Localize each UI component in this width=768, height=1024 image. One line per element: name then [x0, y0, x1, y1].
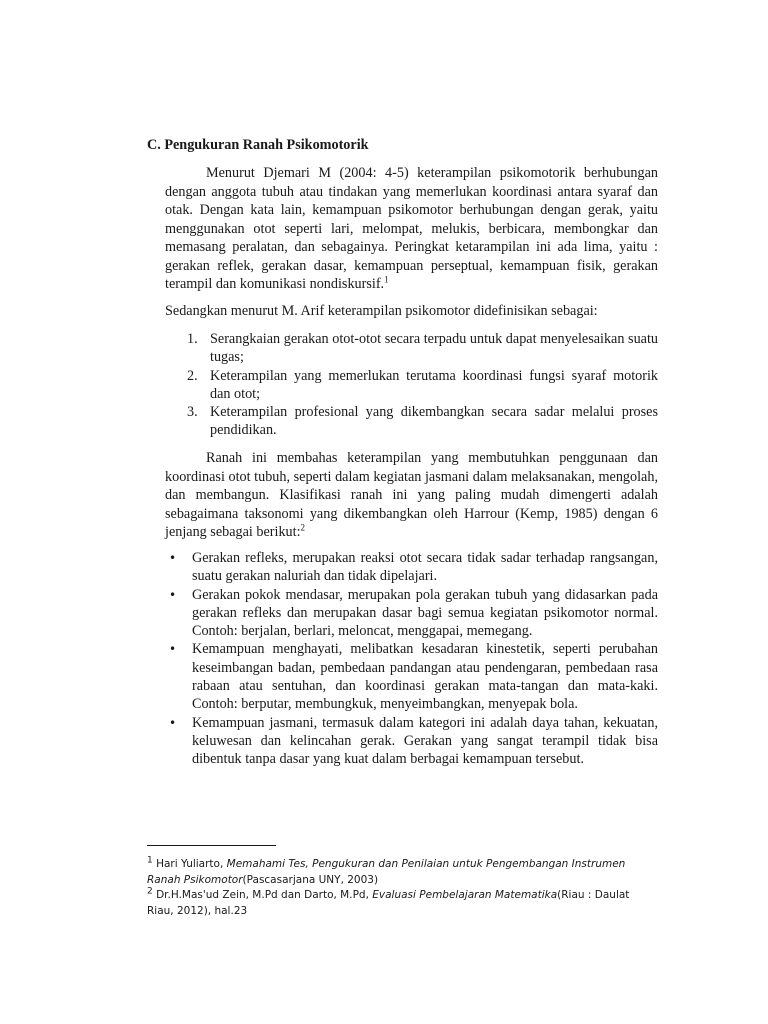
footnote-title: Evaluasi Pembelajaran Matematika [372, 889, 558, 901]
footnote-publisher: (Riau : Daulat Riau, 2012), hal.23 [147, 889, 630, 917]
list-item-text: Keterampilan profesional yang dikembangkan secara sadar melalui proses pendidikan. [210, 404, 658, 439]
footnote-author: Dr.H.Mas'ud Zein, M.Pd dan Darto, M.Pd, [156, 889, 373, 901]
footnote-2 [147, 888, 647, 919]
bullet-icon: • [169, 715, 177, 730]
list-number: 3. [187, 404, 198, 421]
bullet-list [165, 549, 658, 769]
footnote-1 [147, 857, 647, 888]
paragraph-ranah [165, 449, 658, 542]
footnote-ref[interactable]: 2 [300, 522, 306, 533]
footnote-separator [147, 845, 276, 846]
list-item [165, 640, 658, 713]
list-item [165, 330, 658, 367]
footnote-ref[interactable]: 1 [384, 274, 389, 285]
list-item-text: Kemampuan jasmani, termasuk dalam kategori ini adalah daya tahan, kekuatan, keluwesan dan kelincahan gerak. Gerakan yang sangat terampil tidak bisa dibentuk tanpa dasar yang kuat dalam berbagai kemampuan tersebut. [192, 714, 658, 768]
list-item [165, 714, 658, 769]
list-item [165, 403, 658, 440]
list-item [165, 549, 658, 586]
list-number: 2. [187, 367, 198, 384]
paragraph-text: Menurut Djemari M (2004: 4-5) keterampilan psikomotorik berhubungan dengan anggota tubuh atau tindakan yang memerlukan koordinasi antara syaraf dan otak. Dengan kata lain, kemampuan psikomotor berhubungan dengan gerak, yaitu menggunakan otot seperti lari, melompat, melukis, berbicara, membongkar dan memasang peralatan, dan sebagainya. Peringkat ketarampilan ini ada lima, yaitu : gerakan reflek, gerakan dasar, kemampuan perseptual, kemampuan fisik, gerakan terampil dan komunikasi nondiskursif. [165, 165, 658, 292]
list-item-text: Gerakan refleks, merupakan reaksi otot secara tidak sadar terhadap rangsangan, suatu gerakan naluriah dan tidak dipelajari. [192, 550, 658, 585]
bullet-icon: • [169, 587, 177, 602]
footnote-author: Hari Yuliarto, [156, 858, 227, 870]
paragraph-arif: Sedangkan menurut M. Arif keterampilan psikomotor didefinisikan sebagai: [165, 303, 598, 319]
list-item-text: Kemampuan menghayati, melibatkan kesadaran kinestetik, seperti perubahan keseimbangan badan, pembedaan pandangan atau pendengaran, pembedaan rasa rabaan atau sentuhan, dan koordinasi gerakan mata-tangan dan mata-kaki. Contoh: berputar, membungkuk, menyeimbangkan, menyepak bola. [192, 641, 658, 713]
list-item-text: Keterampilan yang memerlukan terutama koordinasi fungsi syaraf motorik dan otot; [210, 367, 658, 402]
list-number: 1. [187, 331, 198, 347]
footnote-title: Memahami Tes, Pengukuran dan Penilaian untuk Pengembangan Instrumen Ranah Psikomotor [147, 858, 626, 886]
list-item-text: Gerakan pokok mendasar, merupakan pola gerakan tubuh yang didasarkan pada gerakan refleks dan merupakan dasar bagi semua kegiatan psikomotor normal. Contoh: berjalan, berlari, meloncat, menggapai, memegang. [192, 586, 658, 640]
paragraph-text: Ranah ini membahas keterampilan yang membutuhkan penggunaan dan koordinasi otot tubuh, seperti dalam kegiatan jasmani dalam melaksanakan, mengolah, dan membangun. Klasifikasi ranah ini yang paling mudah dimengerti adalah sebagaimana taksonomi yang dikembangkan oleh Harrour (Kemp, 1985) dengan 6 jenjang sebagai berikut: [165, 450, 658, 540]
list-item-text: Serangkaian gerakan otot-otot secara terpadu untuk dapat menyelesaikan suatu tugas; [210, 331, 658, 366]
list-item [165, 586, 658, 641]
list-item [165, 367, 658, 404]
paragraph-djemari [165, 164, 658, 294]
footnote-publisher: (Pascasarjana UNY, 2003) [242, 873, 379, 886]
section-heading: C. Pengukuran Ranah Psikomotorik [147, 137, 369, 153]
footnote-number: 1 [147, 855, 153, 866]
numbered-list [165, 330, 658, 440]
bullet-icon: • [169, 551, 177, 565]
bullet-icon: • [169, 642, 177, 657]
footnote-number: 2 [147, 886, 153, 897]
